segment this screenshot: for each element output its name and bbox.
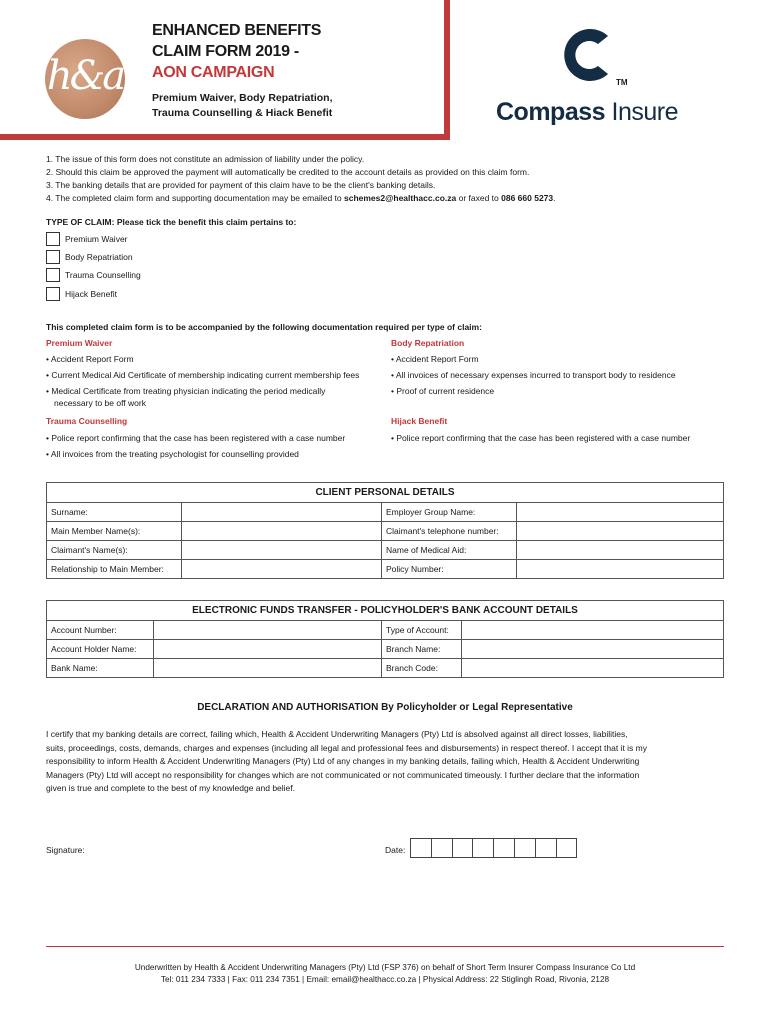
main-member-name-label: Main Member Name(s): [47,522,182,541]
compass-insure-wordmark [496,98,678,127]
note-4-fax: 086 660 5273 [501,193,554,203]
brand-name-bold: Compass [496,98,606,126]
declaration-line-3: responsibility to inform Health & Accident Underwriting Managers (Pty) Ltd of any changes in my banking details, failing which, Health & Accident Underwriting [46,756,640,766]
claim-option-hijack-benefit[interactable] [46,286,117,302]
table-row [47,503,724,522]
premium-waiver-doc-1: • Accident Report Form [46,354,134,364]
footer-underwriter: Underwritten by Health & Accident Underwriting Managers (Pty) Ltd (FSP 376) on behalf of Short Term Insurer Compass Insurance Co Ltd [134,963,636,972]
declaration-title: DECLARATION AND AUTHORISATION By Policyholder or Legal Representative [197,702,573,713]
surname-label: Surname: [47,503,182,522]
hijack-benefit-heading: Hijack Benefit [391,416,448,426]
policy-number-field[interactable] [517,560,724,579]
ha-logo-text: h&a [46,53,124,99]
claimant-name-field[interactable] [182,541,382,560]
claim-option-trauma-counselling[interactable] [46,267,141,283]
eft-table [46,600,724,678]
date-digit-box[interactable] [535,838,557,858]
body-repatriation-doc-2: • All invoices of necessary expenses incurred to transport body to residence [391,370,676,380]
compass-insure-logo [496,20,696,130]
date-input-boxes[interactable] [410,838,576,858]
hijack-benefit-checkbox[interactable] [46,287,60,301]
date-digit-box[interactable] [472,838,494,858]
note-4-fax-text: or faxed to [456,193,502,203]
note-3: 3. The banking details that are provided for payment of this claim have to be the client's banking details. [46,180,436,190]
account-holder-name-field[interactable] [154,640,382,659]
date-digit-box[interactable] [431,838,453,858]
footer-contact: Tel: 011 234 7333 | Fax: 011 234 7351 | Email: email@healthacc.co.za | Physical Address: 22 Stiglingh Road, Rivonia, 2128 [160,975,610,984]
hijack-benefit-label: Hijack Benefit [65,289,117,299]
client-details-title: CLIENT PERSONAL DETAILS [47,483,724,503]
date-label: Date: [385,845,406,855]
signature-label: Signature: [46,845,85,855]
eft-title: ELECTRONIC FUNDS TRANSFER - POLICYHOLDER'S BANK ACCOUNT DETAILS [47,601,724,621]
account-number-field[interactable] [154,621,382,640]
declaration-line-1: I certify that my banking details are correct, failing which, Health & Accident Underwriting Managers (Pty) Ltd is absolved against all direct losses, liabilities, [46,729,628,739]
main-member-name-field[interactable] [182,522,382,541]
claimant-telephone-label: Claimant's telephone number: [382,522,517,541]
trademark-symbol: TM [616,78,628,87]
date-digit-box[interactable] [514,838,536,858]
claim-option-body-repatriation[interactable] [46,249,133,265]
branch-code-label: Branch Code: [382,659,462,678]
premium-waiver-doc-3: • Medical Certificate from treating physician indicating the period medically [46,386,326,396]
header-box [0,0,450,140]
date-digit-box[interactable] [452,838,474,858]
table-row [47,621,724,640]
trauma-counselling-heading: Trauma Counselling [46,416,128,426]
table-row [47,659,724,678]
brand-name-light: Insure [605,98,678,126]
form-title-line-2: CLAIM FORM 2019 - [152,43,299,60]
declaration-line-5: given is true and complete to the best of my knowledge and belief. [46,783,296,793]
premium-waiver-label: Premium Waiver [65,234,128,244]
claim-type-title: TYPE OF CLAIM: Please tick the benefit this claim pertains to: [46,217,297,227]
body-repatriation-heading: Body Repatriation [391,338,465,348]
type-of-account-label: Type of Account: [382,621,462,640]
branch-code-field[interactable] [462,659,724,678]
bank-name-field[interactable] [154,659,382,678]
employer-group-name-label: Employer Group Name: [382,503,517,522]
table-row [47,640,724,659]
date-digit-box[interactable] [493,838,515,858]
table-row [47,522,724,541]
note-4-text: 4. The completed claim form and supporting documentation may be emailed to [46,193,344,203]
employer-group-name-field[interactable] [517,503,724,522]
form-title-line-3: AON CAMPAIGN [152,64,275,81]
body-repatriation-doc-3: • Proof of current residence [391,386,495,396]
trauma-counselling-doc-2: • All invoices from the treating psychologist for counselling provided [46,449,299,459]
claimant-telephone-field[interactable] [517,522,724,541]
footer [0,962,770,986]
medical-aid-name-field[interactable] [517,541,724,560]
date-digit-box[interactable] [410,838,432,858]
surname-field[interactable] [182,503,382,522]
form-subtitle [152,91,333,121]
premium-waiver-doc-2: • Current Medical Aid Certificate of membership indicating current membership fees [46,370,360,380]
premium-waiver-doc-3-cont: necessary to be off work [54,398,146,408]
body-repatriation-checkbox[interactable] [46,250,60,264]
trauma-counselling-doc-1: • Police report confirming that the case has been registered with a case number [46,433,346,443]
form-notes [46,153,556,205]
note-2: 2. Should this claim be approved the payment will automatically be credited to the account details as provided on this claim form. [46,167,530,177]
premium-waiver-heading: Premium Waiver [46,338,113,348]
hijack-benefit-doc-1: • Police report confirming that the case has been registered with a case number [391,433,691,443]
note-1: 1. The issue of this form does not constitute an admission of liability under the policy. [46,154,365,164]
form-subtitle-line-1: Premium Waiver, Body Repatriation, [152,92,333,104]
policy-number-label: Policy Number: [382,560,517,579]
branch-name-label: Branch Name: [382,640,462,659]
declaration-text [46,728,726,796]
account-number-label: Account Number: [47,621,154,640]
branch-name-field[interactable] [462,640,724,659]
account-holder-name-label: Account Holder Name: [47,640,154,659]
type-of-account-field[interactable] [462,621,724,640]
documentation-title: This completed claim form is to be accompanied by the following documentation required per type of claim: [46,322,482,332]
table-row [47,560,724,579]
bank-name-label: Bank Name: [47,659,154,678]
form-subtitle-line-2: Trauma Counselling & Hiack Benefit [152,107,333,119]
claimant-name-label: Claimant's Name(s): [47,541,182,560]
ha-logo [45,39,125,119]
body-repatriation-label: Body Repatriation [65,252,133,262]
client-details-table [46,482,724,579]
compass-c-mark-icon [556,22,622,88]
table-row [47,541,724,560]
relationship-label: Relationship to Main Member: [47,560,182,579]
trauma-counselling-label: Trauma Counselling [65,270,141,280]
medical-aid-name-label: Name of Medical Aid: [382,541,517,560]
note-4-end: . [553,193,556,203]
declaration-line-2: suits, proceedings, costs, demands, charges and expenses (including all legal and professional fees and disbursements) in respect thereof. I accept that it is my [46,742,647,753]
form-title-block [152,20,333,121]
claim-option-premium-waiver[interactable] [46,231,128,247]
date-digit-box[interactable] [556,838,578,858]
footer-divider [46,946,724,947]
form-title-line-1: ENHANCED BENEFITS [152,22,322,39]
note-4 [46,192,556,205]
trauma-counselling-checkbox[interactable] [46,268,60,282]
premium-waiver-checkbox[interactable] [46,232,60,246]
declaration-line-4: Managers (Pty) Ltd will accept no responsibility for changes which are not communicated or not communicated timeously. I further declare that the information [46,769,640,780]
relationship-field[interactable] [182,560,382,579]
note-4-email: schemes2@healthacc.co.za [343,193,457,203]
body-repatriation-doc-1: • Accident Report Form [391,354,479,364]
